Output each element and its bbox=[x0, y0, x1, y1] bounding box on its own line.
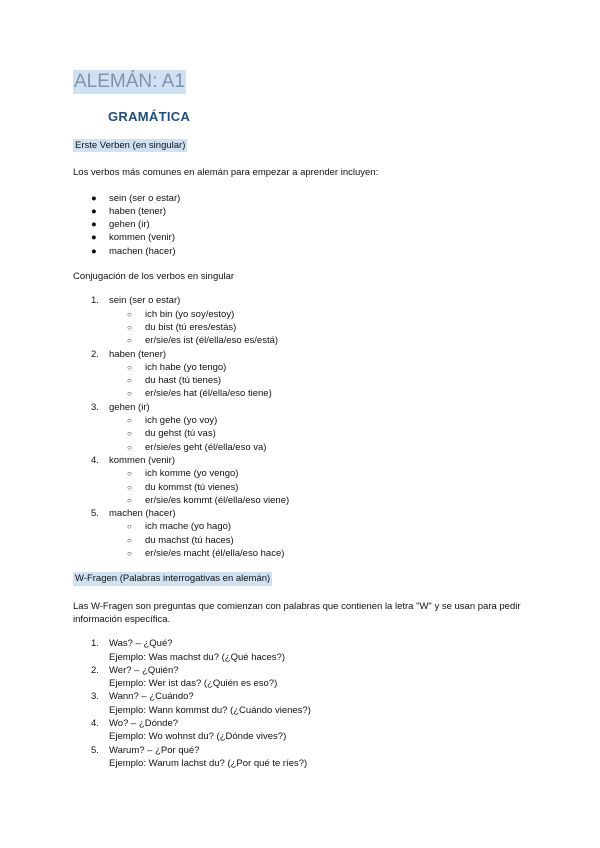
w-fragen-intro: Las W-Fragen son preguntas que comienzan con palabras que contienen la letra "W" y se usan para pedir información específica. bbox=[73, 600, 521, 625]
list-item: ○ ich gehe (yo voy) bbox=[127, 415, 218, 427]
circle-bullet-icon: ○ bbox=[127, 336, 132, 346]
circle-bullet-icon: ○ bbox=[127, 522, 132, 532]
circle-bullet-icon: ○ bbox=[127, 376, 132, 386]
circle-bullet-icon: ○ bbox=[127, 535, 132, 545]
list-item: ○ du hast (tú tienes) bbox=[127, 375, 222, 387]
page-title: ALEMÁN: A1 bbox=[74, 71, 185, 92]
list-item: ○ ich komme (yo vengo) bbox=[127, 468, 239, 480]
verbs-list bbox=[73, 192, 543, 258]
list-item: 2. Wer? – ¿Quién? Ejemplo: Wer ist das? (¿Quién es eso?) bbox=[91, 664, 278, 690]
list-item: ○ er/sie/es geht (él/ella/eso va) bbox=[127, 441, 267, 453]
list-item: 5. Warum? – ¿Por qué? Ejemplo: Warum lachst du? (¿Por qué te ríes?) bbox=[91, 744, 308, 769]
document-body bbox=[73, 139, 543, 770]
circle-bullet-icon: ○ bbox=[127, 469, 132, 479]
circle-bullet-icon: ○ bbox=[127, 416, 132, 426]
list-item: 2. haben (tener) ○ ich habe (yo tengo) ○ du hast (tú tienes) ○ er/sie/es hat (él/ella/eso tiene) bbox=[73, 348, 543, 401]
list-item: ○ du gehst (tú vas) bbox=[127, 428, 216, 440]
list-item: ● gehen (ir) bbox=[91, 219, 150, 231]
section-heading-erste-verben: Erste Verben (en singular) bbox=[75, 140, 186, 151]
list-item: ○ er/sie/es hat (él/ella/eso tiene) bbox=[127, 388, 272, 400]
list-item: ● kommen (venir) bbox=[91, 232, 175, 244]
section-heading-w-fragen: W-Fragen (Palabras interrogativas en alemán) bbox=[75, 573, 271, 585]
section-heading-conjugacion: Conjugación de los verbos en singular bbox=[73, 271, 235, 283]
bullet-icon: ● bbox=[91, 192, 97, 204]
circle-bullet-icon: ○ bbox=[127, 389, 132, 399]
list-item: ○ er/sie/es ist (él/ella/eso es/está) bbox=[127, 335, 279, 347]
circle-bullet-icon: ○ bbox=[127, 549, 132, 559]
list-item: ○ er/sie/es macht (él/ella/eso hace) bbox=[127, 548, 285, 560]
circle-bullet-icon: ○ bbox=[127, 429, 132, 439]
list-item: ● haben (tener) bbox=[91, 205, 167, 217]
list-item: 1. Was? – ¿Qué? Ejemplo: Was machst du? (¿Qué haces?) bbox=[91, 638, 285, 663]
circle-bullet-icon: ○ bbox=[127, 309, 132, 319]
list-item: ○ du machst (tú haces) bbox=[127, 534, 234, 546]
circle-bullet-icon: ○ bbox=[127, 442, 132, 452]
list-item: 1. sein (ser o estar) ○ ich bin (yo soy/estoy) ○ du bist (tú eres/estás) ○ er/sie/es ist (él/ella/eso es/está) bbox=[73, 294, 543, 347]
list-item: 4. Wo? – ¿Dónde? Ejemplo: Wo wohnst du? (¿Dónde vives?) bbox=[91, 717, 287, 743]
list-item: 3. Wann? – ¿Cuándo? Ejemplo: Wann kommst du? (¿Cuándo vienes?) bbox=[91, 691, 311, 716]
w-fragen-list bbox=[73, 637, 543, 770]
list-item: ○ du kommst (tú vienes) bbox=[127, 481, 239, 493]
bullet-icon: ● bbox=[91, 219, 97, 231]
list-item: ○ du bist (tú eres/estás) bbox=[127, 321, 237, 333]
bullet-icon: ● bbox=[91, 205, 97, 217]
bullet-icon: ● bbox=[91, 232, 97, 244]
circle-bullet-icon: ○ bbox=[127, 482, 132, 492]
bullet-icon: ● bbox=[91, 245, 97, 257]
circle-bullet-icon: ○ bbox=[127, 362, 132, 372]
circle-bullet-icon: ○ bbox=[127, 495, 132, 505]
list-item: ○ ich habe (yo tengo) bbox=[127, 361, 227, 373]
list-item: 4. kommen (venir) ○ ich komme (yo vengo) ○ du kommst (tú vienes) ○ er/sie/es kommt (él/ella/eso viene) bbox=[73, 454, 543, 507]
verbs-intro: Los verbos más comunes en alemán para empezar a aprender incluyen: bbox=[73, 167, 379, 179]
list-item: 5. machen (hacer) ○ ich mache (yo hago) ○ du machst (tú haces) ○ er/sie/es macht (él/ella/eso hace) bbox=[73, 507, 543, 560]
list-item: 3. gehen (ir) ○ ich gehe (yo voy) ○ du gehst (tú vas) ○ er/sie/es geht (él/ella/eso va) bbox=[73, 401, 543, 454]
list-item: ○ ich bin (yo soy/estoy) bbox=[127, 308, 235, 320]
list-item: ○ er/sie/es kommt (él/ella/eso viene) bbox=[127, 494, 290, 506]
conjugation-list bbox=[73, 294, 543, 560]
circle-bullet-icon: ○ bbox=[127, 322, 132, 332]
section-title: GRAMÁTICA bbox=[108, 109, 191, 124]
list-item: ● sein (ser o estar) bbox=[91, 192, 181, 204]
list-item: ○ ich mache (yo hago) bbox=[127, 521, 232, 533]
list-item: ● machen (hacer) bbox=[91, 245, 176, 257]
